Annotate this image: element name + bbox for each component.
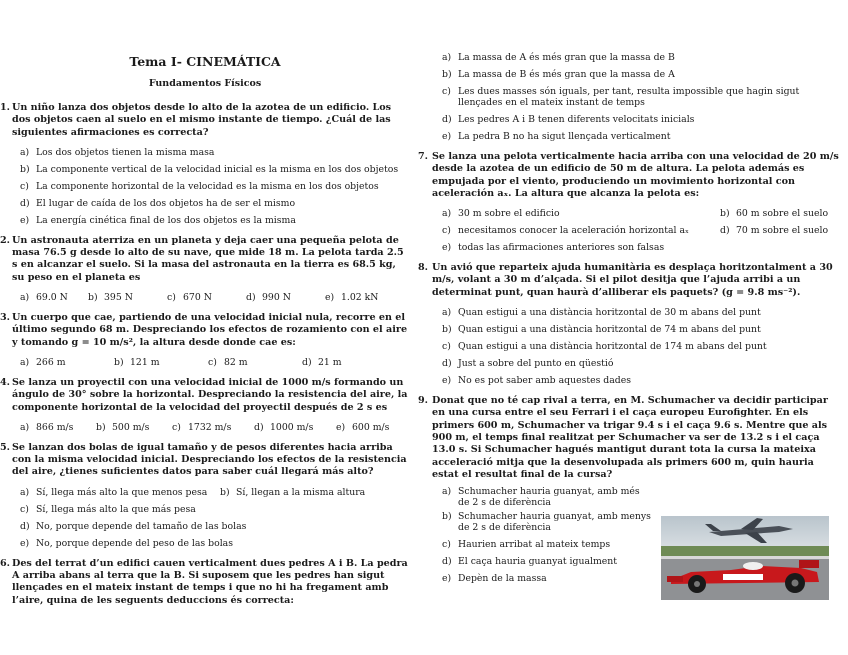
question-text: Des del terrat d’un edifici cauen verticalment dues pedres A i B. La pedra A arriba abans al terra que la B. Si suposem que les pedres han sigut llençades en el mateix instant de temps i que no hi ha fregament amb l’aire, quina de les seguents deduccions és correcta: — [12, 557, 408, 606]
option: d) 1000 m/s — [254, 421, 314, 433]
question-text: Se lanzan dos bolas de igual tamaño y de pesos diferentes hacia arriba con la misma velocidad inicial. Despreciando los efectos de la resistencia del aire, ¿tienes suficientes datos para saber cuál llegará más alto? — [12, 441, 407, 478]
option: a) La massa de A és més gran que la massa de B — [442, 52, 675, 63]
question-3 — [0, 312, 410, 371]
option: e) Depèn de la massa — [442, 573, 547, 585]
option: a) Quan estigui a una distància horitzontal de 30 m abans del punt — [442, 307, 761, 319]
option: e) La energía cinética final de los dos objetos es la misma — [20, 214, 296, 226]
option: a) 69.0 N — [20, 292, 68, 304]
option: c) Quan estigui a una distància horitzontal de 174 m abans del punt — [442, 341, 767, 353]
options-list — [418, 486, 652, 587]
race-photo-illustration — [661, 516, 829, 600]
option: d) Les pedres A i B tenen diferents velocitats inicials — [442, 114, 695, 125]
option: a) Los dos objetos tienen la misma masa — [20, 146, 215, 158]
question-4 — [0, 377, 410, 436]
option: d) 990 N — [246, 292, 291, 304]
option: c) 1732 m/s — [172, 421, 232, 433]
option: b) La massa de B és més gran que la massa de A — [442, 69, 675, 80]
question-number: 2. — [0, 234, 11, 246]
question-text: Donat que no té cap rival a terra, en M. Schumacher va decidir participar en una cursa entre el seu Ferrari i el caça europeu Eurofighter. En els primers 600 m, Schumacher va trigar 9.4 s i el caça 9.6 s. Mentre que als 900 m, el temps final realitzat per Schumacher va ser de 13.2 s i el caça 13.0 s. Si Schumacher hagués mantigut durant tota la cursa la mateixa acceleració mitja que la desenvolupada als primers 600 m, quin hauria estat el resultat final de la cursa? — [432, 395, 828, 480]
option: b) Sí, llegan a la misma altura — [220, 486, 366, 498]
option: b) La componente vertical de la velocidad inicial es la misma en los dos objetos — [20, 163, 399, 175]
page-title: Tema I- CINEMÁTICA — [129, 54, 281, 69]
question-number: 9. — [418, 395, 429, 407]
question-number: 8. — [418, 262, 429, 274]
options-list — [0, 289, 410, 306]
option: e) No, porque depende del peso de las bolas — [20, 537, 233, 549]
options-list — [0, 484, 410, 552]
option: e) La pedra B no ha sigut llençada verticalment — [442, 131, 671, 142]
option: e) No es pot saber amb aquestes dades — [442, 375, 632, 387]
option: a) Schumacher hauria guanyat, amb més de 2 s de diferència — [442, 486, 640, 509]
question-number: 7. — [418, 151, 429, 162]
options-list — [0, 419, 410, 436]
option: b) 60 m sobre el suelo — [720, 208, 829, 220]
question-text: Se lanza una pelota verticalmente hacia arriba con una velocidad de 20 m/s desde la azotea de un edificio de 50 m de altura. La pelota además es empujada por el viento, produciendo un movimiento horizontal con aceleración aₓ. La altura que alcanza la pelota es: — [432, 151, 839, 199]
option: e) 600 m/s — [336, 421, 390, 433]
option: b) 395 N — [88, 292, 133, 304]
options-list — [0, 354, 410, 371]
option: d) No, porque depende del tamaño de las bolas — [20, 520, 247, 532]
question-2 — [0, 235, 410, 306]
option: d) 70 m sobre el suelo — [720, 225, 829, 237]
option: e) 1.02 kN — [325, 292, 379, 304]
question-text: Se lanza un proyectil con una velocidad inicial de 1000 m/s formando un ángulo de 30° sobre la horizontal. Despreciando la resistencia del aire, la componente horizontal de la velocidad del proyectil después de 2 s es — [12, 376, 408, 413]
question-number: 4. — [0, 376, 11, 388]
option: a) Sí, llega más alto la que menos pesa — [20, 486, 208, 498]
question-number: 5. — [0, 441, 11, 453]
question-number: 6. — [0, 557, 11, 569]
option: c) La componente horizontal de la velocidad es la misma en los dos objetos — [20, 180, 379, 192]
question-number: 1. — [0, 102, 11, 113]
option: c) 82 m — [208, 356, 248, 368]
option: c) necesitamos conocer la aceleración horizontal aₓ — [442, 225, 689, 237]
question-text: Un astronauta aterriza en un planeta y deja caer una pequeña pelota de masa 76.5 g desde lo alto de su nave, que mide 18 m. La pelota tarda 2.5 s en alcanzar el suelo. Si la masa del astronauta en la tierra es 68.5 kg, su peso en el planeta es — [12, 234, 404, 283]
left-column — [0, 0, 410, 613]
question-text: Un cuerpo que cae, partiendo de una velocidad inicial nula, recorre en el último segundo 68 m. Despreciando los efectos de rozamiento con el aire y tomando g = 10 m/s², la altura desde donde cae es: — [12, 312, 408, 348]
question-text: Un avió que reparteix ajuda humanitària es desplaça horitzontalment a 30 m/s, volant a 30 m d’alçada. Si el pilot desitja que l’ajuda arribi a un determinat punt, quan haurà d’alliberar els paquets? (g = 9.8 ms⁻²). — [432, 262, 833, 298]
question-number: 3. — [0, 312, 11, 324]
option: c) Les dues masses són iguals, per tant, resulta impossible que hagin sigut llençades en el mateix instant de temps — [442, 86, 800, 108]
question-text: Un niño lanza dos objetos desde lo alto de la azotea de un edificio. Los dos objetos caen al suelo en el mismo instante de tiempo. ¿Cuál de las siguientes afirmaciones es correcta? — [12, 102, 392, 138]
option: c) Sí, llega más alto la que más pesa — [20, 503, 196, 515]
option: a) 30 m sobre el edificio — [442, 208, 560, 220]
question-8 — [418, 262, 844, 389]
option: a) 266 m — [20, 356, 66, 368]
question-6-options — [418, 49, 844, 145]
question-5 — [0, 442, 410, 552]
option: d) Just a sobre del punto en qüestió — [442, 358, 614, 370]
option: d) El lugar de caída de los dos objetos ha de ser el mismo — [20, 197, 296, 209]
option: a) 866 m/s — [20, 421, 74, 433]
option: d) 21 m — [302, 356, 342, 368]
options-list — [418, 205, 844, 256]
right-column — [418, 0, 844, 593]
option: b) 121 m — [114, 356, 160, 368]
option: b) Schumacher hauria guanyat, amb menys de 2 s de diferència — [442, 511, 651, 534]
option: c) Haurien arribat al mateix temps — [442, 539, 611, 551]
question-6 — [0, 558, 410, 607]
option: c) 670 N — [167, 292, 212, 304]
option: b) 500 m/s — [96, 421, 150, 433]
options-list — [0, 144, 410, 229]
option: b) Quan estigui a una distància horitzontal de 74 m abans del punt — [442, 324, 761, 336]
options-list — [418, 304, 844, 389]
option: e) todas las afirmaciones anteriores son falsas — [442, 242, 665, 254]
option: d) El caça hauria guanyat igualment — [442, 556, 618, 568]
question-1 — [0, 102, 410, 229]
ferrari-eurofighter-photo — [661, 516, 829, 600]
question-7 — [418, 151, 844, 256]
page-subtitle: Fundamentos Físicos — [148, 78, 262, 89]
